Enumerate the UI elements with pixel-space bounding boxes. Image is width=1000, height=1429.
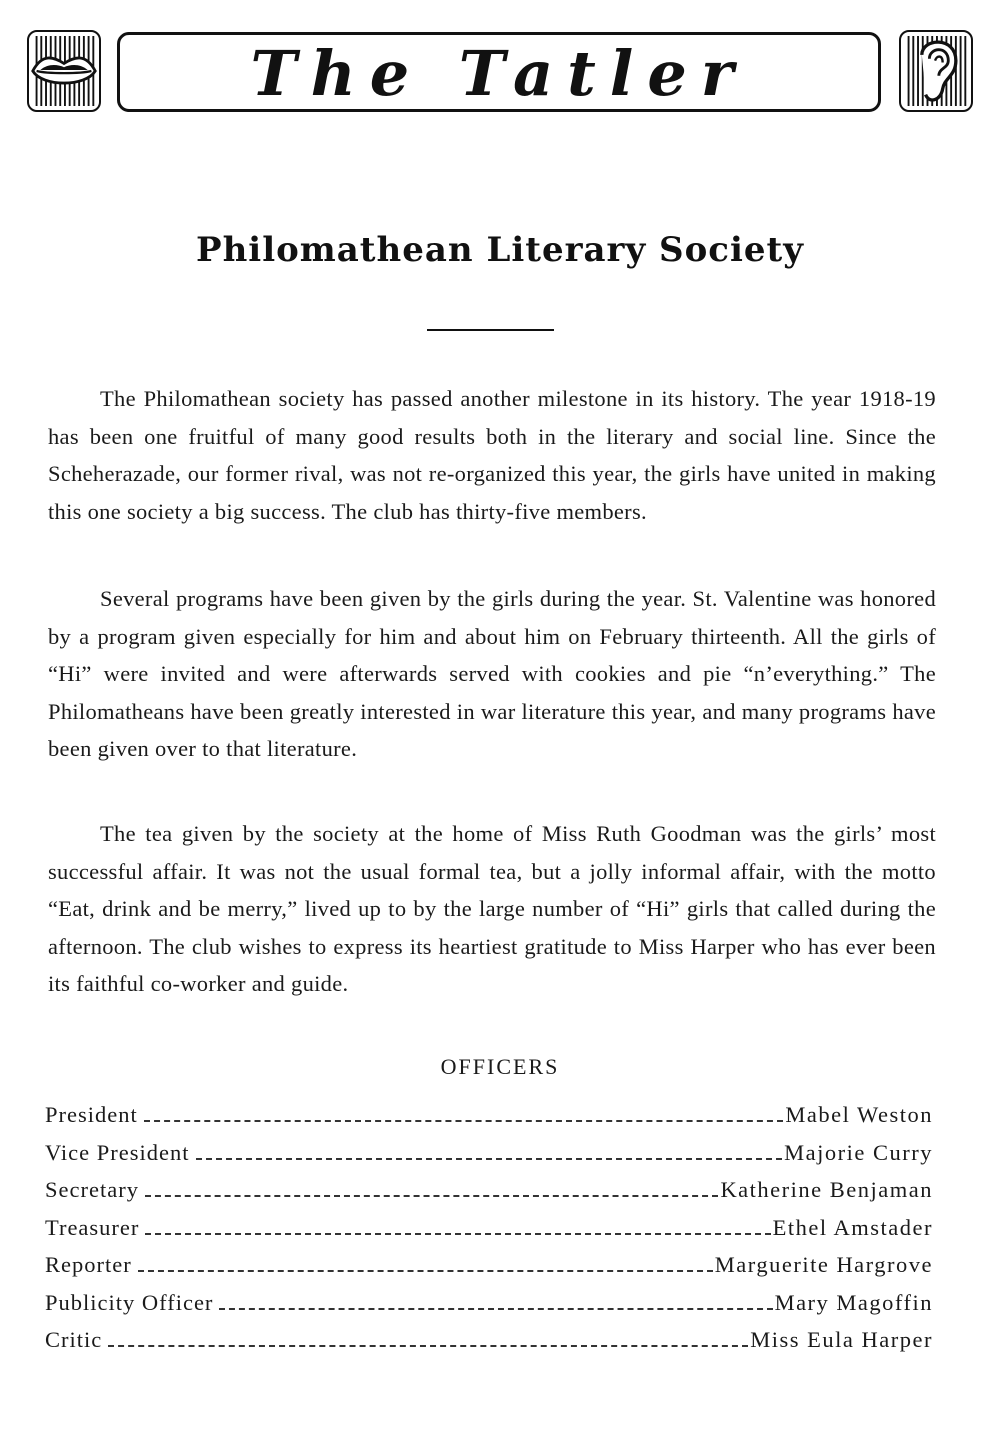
officer-role: President [45,1102,138,1127]
officer-row [45,1140,933,1178]
paragraph-text: The tea given by the society at the home of Miss Ruth Goodman was the girls’ most successful affair. It was not the usual formal tea, but a jolly informal affair, with the motto “Eat, drink and be merry,” lived up to by the large number of “Hi” girls that called during the afternoon. The club wishes to express its heartiest gratitude to Miss Harper who has ever been its faithful co-worker and guide. [48,821,936,996]
paragraph-3 [48,815,936,1003]
officer-name: Majorie Curry [784,1139,933,1165]
paragraph-1 [48,380,936,530]
officer-name: Katherine Benjaman [720,1177,933,1202]
officer-role: Vice President [45,1139,190,1165]
officer-row [45,1102,933,1140]
dotted-leader [108,1345,748,1347]
dotted-leader [219,1308,772,1310]
paragraph-text: Several programs have been given by the girls during the year. St. Valentine was honored by a program given especially for him and about him on February thirteenth. All the girls of “Hi” were invited and were afterwards served with cookies and pie “n’everything.” The Philomatheans have been greatly interested in war literature this year, and many programs have been given over to that literature. [48,586,936,761]
masthead-frame [117,32,881,112]
officer-row [45,1215,933,1253]
officer-row [45,1252,933,1290]
officer-role: Critic [45,1327,103,1352]
dotted-leader [138,1270,713,1272]
officer-role: Secretary [45,1177,139,1202]
officer-row [45,1290,933,1328]
officer-name: Marguerite Hargrove [714,1252,933,1277]
ear-icon [899,30,973,112]
paragraph-2 [48,580,936,768]
dotted-leader [144,1120,784,1122]
masthead-banner [27,28,973,114]
lips-icon [27,30,101,112]
dotted-leader [145,1195,718,1197]
officer-row [45,1177,933,1215]
officer-name: Mary Magoffin [774,1289,933,1315]
officers-heading: OFFICERS [440,1054,560,1079]
officer-role: Publicity Officer [45,1289,214,1315]
officers-list [45,1102,933,1365]
officer-name: Ethel Amstader [772,1214,933,1240]
officer-name: Mabel Weston [785,1102,933,1127]
officer-row [45,1327,933,1365]
officer-role: Reporter [45,1252,132,1277]
officer-role: Treasurer [45,1214,140,1240]
article-title: Philomathean Literary Society [196,230,804,270]
paragraph-text: The Philomathean society has passed another milestone in its history. The year 1918-19 has been one fruitful of many good results both in the literary and social line. Since the Scheherazade, our former rival, was not re-organized this year, the girls have united in making this one society a big success. The club has thirty-five members. [48,386,936,524]
dotted-leader [145,1233,770,1235]
dotted-leader [196,1158,783,1160]
officer-name: Miss Eula Harper [750,1327,933,1352]
masthead-title: The Tatler [250,37,748,110]
title-divider [427,329,554,331]
